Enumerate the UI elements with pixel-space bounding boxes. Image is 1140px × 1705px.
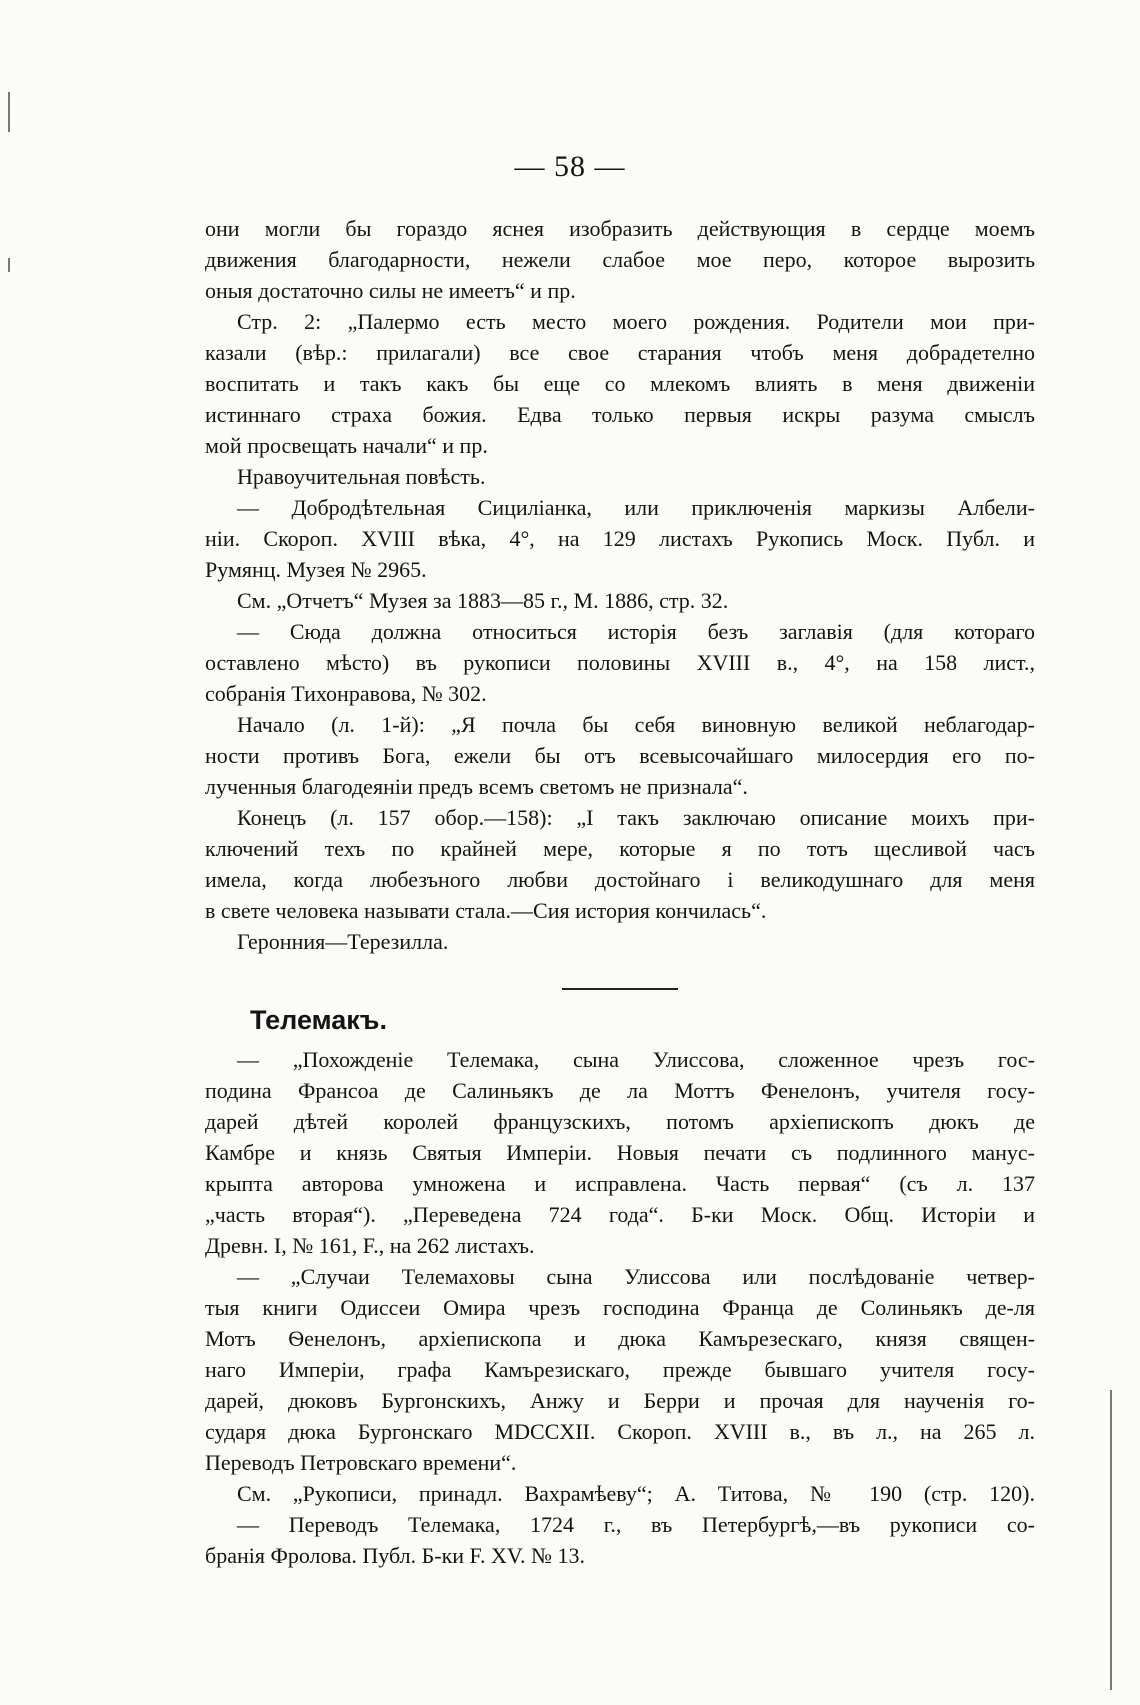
text-line: Геронния—Терезилла. [237, 929, 449, 954]
text-line: ключений техъ по крайней мере, которые я по тотъ щесливой часъ [205, 836, 1035, 861]
text-line: оставлено мѣсто) въ рукописи половины XVIII в., 4°, на 158 лист., [205, 650, 1035, 675]
text-line: истиннаго страха божия. Едва только первыя искры разума смыслъ [205, 402, 1035, 427]
text-line: движения благодарности, нежели слабое мое перо, которое вырозить [205, 247, 1035, 272]
section-divider [562, 988, 678, 990]
text-line: Переводъ Петровскаго времени“. [205, 1450, 517, 1475]
text-line: крыпта авторова умножена и исправлена. Часть первая“ (съ л. 137 [205, 1171, 1035, 1196]
text-line: Древн. I, № 161, F., на 262 листахъ. [205, 1233, 535, 1258]
text-line: сударя дюка Бургонскаго MDCCXII. Скороп. XVIII в., въ л., на 265 л. [205, 1419, 1035, 1444]
text-line: дарей, дюковъ Бургонскихъ, Анжу и Берри и прочая для наученiя го- [205, 1388, 1035, 1413]
text-line: — Переводъ Телемака, 1724 г., въ Петербургѣ,—въ рукописи со- [237, 1512, 1035, 1537]
text-line: Камбре и князь Святыя Имперiи. Новыя печати съ подлинного манус- [205, 1140, 1035, 1165]
text-block-2 [205, 1044, 1035, 1571]
text-line: Мотъ Ѳенелонъ, архiепископа и дюка Камърезескаго, князя священ- [205, 1326, 1035, 1351]
text-line: казали (вѣр.: прилагали) все свое старания чтобъ меня добрадетелно [205, 340, 1035, 365]
text-line: — Сюда должна относиться исторiя безъ заглавiя (для котораго [237, 619, 1035, 644]
text-line: Конецъ (л. 157 обор.—158): „I такъ заключаю описание моихъ при- [237, 805, 1035, 830]
text-line: воспитать и такъ какъ бы еще со млекомъ влиять в меня движеніи [205, 371, 1035, 396]
text-line: Стр. 2: „Палермо есть место моего рождения. Родители мои при- [237, 309, 1035, 334]
text-line: бранiя Фролова. Публ. Б-ки F. XV. № 13. [205, 1543, 585, 1568]
scan-edge-mark [8, 92, 10, 132]
text-line: в свете человека называти стала.—Сия история кончилась“. [205, 898, 767, 923]
text-line: собранiя Тихонравова, № 302. [205, 681, 487, 706]
section-heading: Телемакъ. [250, 1005, 387, 1035]
text-line: „часть вторая“). „Переведена 724 года“. Б-ки Моск. Общ. Исторiи и [205, 1202, 1035, 1227]
text-line: ности противъ Бога, ежели бы отъ всевысочайшаго милосердия его по- [205, 743, 1035, 768]
text-line: оныя достаточно силы не имеетъ“ и пр. [205, 278, 576, 303]
text-line: Начало (л. 1-й): „Я почла бы себя виновную великой неблагодар- [237, 712, 1035, 737]
text-line: — „Случаи Телемаховы сына Улиссова или послѣдованiе четвер- [237, 1264, 1035, 1289]
text-line: — „Похожденiе Телемака, сына Улиссова, сложенное чрезъ гос- [237, 1047, 1035, 1072]
text-line: подина Франсоа де Салиньякъ де ла Моттъ Фенелонъ, учителя госу- [205, 1078, 1035, 1103]
text-line: См. „Отчетъ“ Музея за 1883—85 г., М. 1886, стр. 32. [237, 588, 729, 613]
text-line: лученныя благодеянiи предъ всемъ светомъ не признала“. [205, 774, 748, 799]
text-block-1 [205, 213, 1035, 957]
text-line: Румянц. Музея № 2965. [205, 557, 427, 582]
text-line: — Добродѣтельная Сицилiанка, или приключенiя маркизы Албели- [237, 495, 1035, 520]
scan-edge-mark [1110, 1390, 1112, 1690]
text-line: мой просвещать начали“ и пр. [205, 433, 488, 458]
scan-edge-mark [8, 258, 10, 272]
page-number: — 58 — [514, 150, 626, 183]
text-line: имела, когда любезъного любви достойнаго i великодушнаго для меня [205, 867, 1035, 892]
text-line: тыя книги Одиссеи Омира чрезъ господина Франца де Солиньякъ де-ля [205, 1295, 1035, 1320]
text-line: Нравоучительная повѣсть. [237, 464, 486, 489]
text-line: дарей дѣтей королей французскихъ, потомъ архiепископъ дюкъ де [205, 1109, 1035, 1134]
text-line: См. „Рукописи, принадл. Вахрамѣеву“; А. Титова, № 190 (стр. 120). [237, 1481, 1035, 1506]
text-line: они могли бы гораздо яснея изобразить действующия в сердце моемъ [205, 216, 1035, 241]
text-line: нiи. Скороп. XVIII вѣка, 4°, на 129 листахъ Рукопись Моск. Публ. и [205, 526, 1035, 551]
text-line: наго Имперiи, графа Камърезискаго, прежде бывшаго учителя госу- [205, 1357, 1035, 1382]
